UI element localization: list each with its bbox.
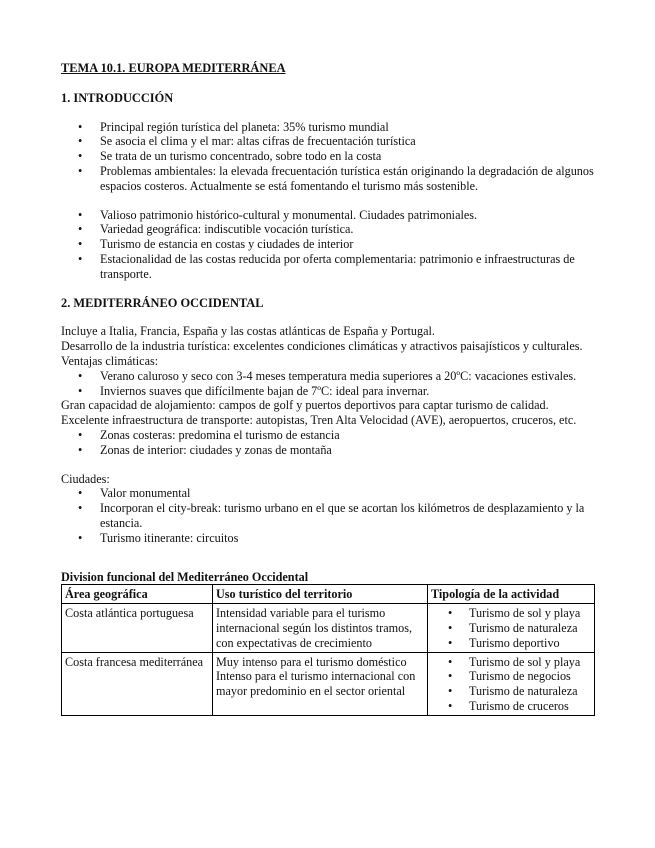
list-item: • Turismo deportivo (431, 636, 591, 651)
document-title: TEMA 10.1. EUROPA MEDITERRÁNEA (61, 61, 286, 75)
table-cell-uso (213, 604, 428, 652)
table-cell-area: Costa francesa mediterránea (62, 652, 213, 715)
uso-line: Muy intenso para el turismo doméstico (216, 654, 407, 669)
list-item: • Estacionalidad de las costas reducida por oferta complementaria: patrimonio e infraestructuras de transporte. (61, 252, 596, 282)
list-item: • Valioso patrimonio histórico-cultural y monumental. Ciudades patrimoniales. (61, 208, 596, 223)
list-item: • Zonas de interior: ciudades y zonas de montaña (61, 443, 596, 458)
intro-list-1 (61, 120, 596, 194)
uso-line: Intenso para el turismo internacional con mayor predominio en el sector oriental (216, 669, 416, 699)
paragraph: Desarrollo de la industria turística: excelentes condiciones climáticas y atractivos paisajísticos y culturales. (61, 339, 583, 354)
column-header: Tipología de la actividad (428, 585, 595, 604)
list-item: • Valor monumental (61, 486, 596, 501)
list-item: • Turismo de sol y playa (431, 655, 591, 670)
paragraph: Gran capacidad de alojamiento: campos de golf y puertos deportivos para captar turismo de calidad. (61, 398, 549, 413)
list-item: • Incorporan el city-break: turismo urbano en el que se acortan los kilómetros de desplazamiento y la estancia. (61, 501, 596, 531)
list-item: • Problemas ambientales: la elevada frecuentación turística están originando la degradación de algunos espacios costeros. Actualmente se está fomentando el turismo más sostenible. (61, 164, 596, 194)
uso-line: Intensidad variable para el turismo internacional según los distintos tramos, con expectativas de crecimiento (216, 606, 412, 650)
table-row (62, 652, 595, 715)
list-item: • Principal región turística del planeta: 35% turismo mundial (61, 120, 596, 135)
clima-list (61, 369, 596, 399)
tipos-list (431, 655, 591, 714)
paragraph: Incluye a Italia, Francia, España y las costas atlánticas de España y Portugal. (61, 324, 435, 339)
column-header: Área geográfica (62, 585, 213, 604)
table-row (62, 604, 595, 652)
table-header-row (62, 585, 595, 604)
list-item: • Turismo de sol y playa (431, 606, 591, 621)
list-item: • Inviernos suaves que difícilmente bajan de 7ºC: ideal para invernar. (61, 384, 596, 399)
list-item: • Se asocia el clima y el mar: altas cifras de frecuentación turística (61, 134, 596, 149)
table-caption: Division funcional del Mediterráneo Occidental (61, 569, 309, 584)
list-item: • Variedad geográfica: indiscutible vocación turística. (61, 222, 596, 237)
paragraph: Ventajas climáticas: (61, 353, 159, 368)
tipos-list (431, 606, 591, 650)
ciudades-list (61, 486, 596, 545)
list-item: • Turismo de estancia en costas y ciudades de interior (61, 237, 596, 252)
table-cell-uso (213, 652, 428, 715)
list-item: • Turismo de negocios (431, 669, 591, 684)
table-cell-tipos (428, 652, 595, 715)
table-cell-tipos (428, 604, 595, 652)
list-item: • Se trata de un turismo concentrado, sobre todo en la costa (61, 149, 596, 164)
list-item: • Turismo de cruceros (431, 699, 591, 714)
section-heading-mediterraneo-occidental: 2. MEDITERRÁNEO OCCIDENTAL (61, 295, 264, 310)
section-heading-introduccion: 1. INTRODUCCIÓN (61, 90, 174, 105)
paragraph: Excelente infraestructura de transporte: autopistas, Tren Alta Velocidad (AVE), aeropuertos, cruceros, etc. (61, 413, 577, 428)
list-item: • Turismo de naturaleza (431, 621, 591, 636)
list-item: • Turismo de naturaleza (431, 684, 591, 699)
table-cell-area: Costa atlántica portuguesa (62, 604, 213, 652)
paragraph: Ciudades: (61, 471, 110, 486)
list-item: • Verano caluroso y seco con 3-4 meses temperatura media superiores a 20ºC: vacaciones estivales. (61, 369, 596, 384)
intro-list-2 (61, 208, 596, 282)
document-page (61, 61, 596, 716)
column-header: Uso turístico del territorio (213, 585, 428, 604)
division-table (61, 584, 595, 715)
zonas-list (61, 428, 596, 458)
list-item: • Zonas costeras: predomina el turismo de estancia (61, 428, 596, 443)
list-item: • Turismo itinerante: circuitos (61, 531, 596, 546)
